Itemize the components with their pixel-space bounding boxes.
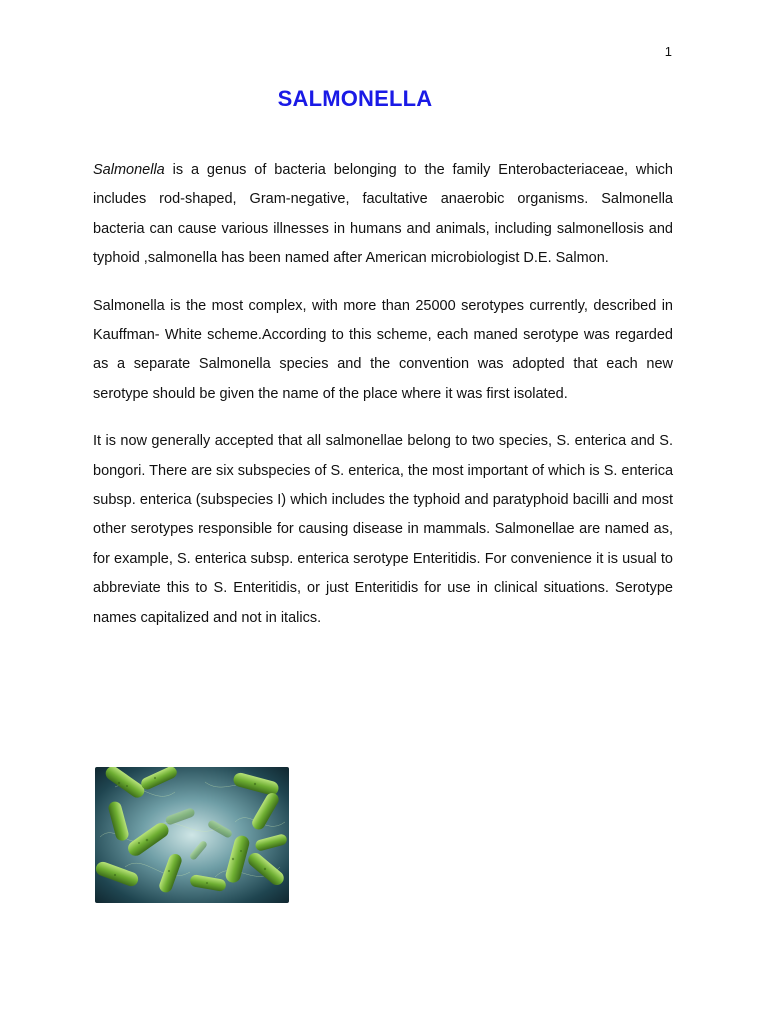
page-number: 1 — [664, 44, 672, 59]
paragraph-2: Salmonella is the most complex, with more than 25000 serotypes currently, described in Kauffman- White scheme.According to this scheme, each maned serotype was regarded as a separate Salmonella species and the convention was adopted that each new serotype should be given the name of the place where it was first isolated. — [93, 297, 673, 402]
salmonella-bacteria-image — [95, 767, 289, 903]
page-title: SALMONELLA — [277, 86, 433, 111]
paragraph-1-text: is a genus of bacteria belonging to the family Enterobacteriaceae, which includes rod-shaped, Gram-negative, facultative anaerobic organisms. Salmonella bacteria can cause various illnesses in humans and animals, including salmonellosis and typhoid ,salmonella has been named after American microbiologist D.E. Salmon. — [93, 162, 673, 267]
bacteria-illustration — [95, 767, 289, 903]
document-body — [93, 156, 673, 651]
genus-name-italic: Salmonella — [93, 162, 165, 178]
paragraph-1 — [93, 156, 673, 274]
paragraph-3: It is now generally accepted that all salmonellae belong to two species, S. enterica and S. bongori. There are six subspecies of S. enterica, the most important of which is S. enterica subsp. enterica (subspecies I) which includes the typhoid and paratyphoid bacilli and most other serotypes responsible for causing disease in mammals. Salmonellae are named as, for example, S. enterica subsp. enterica serotype Enteritidis. For convenience it is usual to abbreviate this to S. Enteritidis, or just Enteritidis for use in clinical situations. Serotype names capitalized and not in italics. — [93, 433, 674, 626]
